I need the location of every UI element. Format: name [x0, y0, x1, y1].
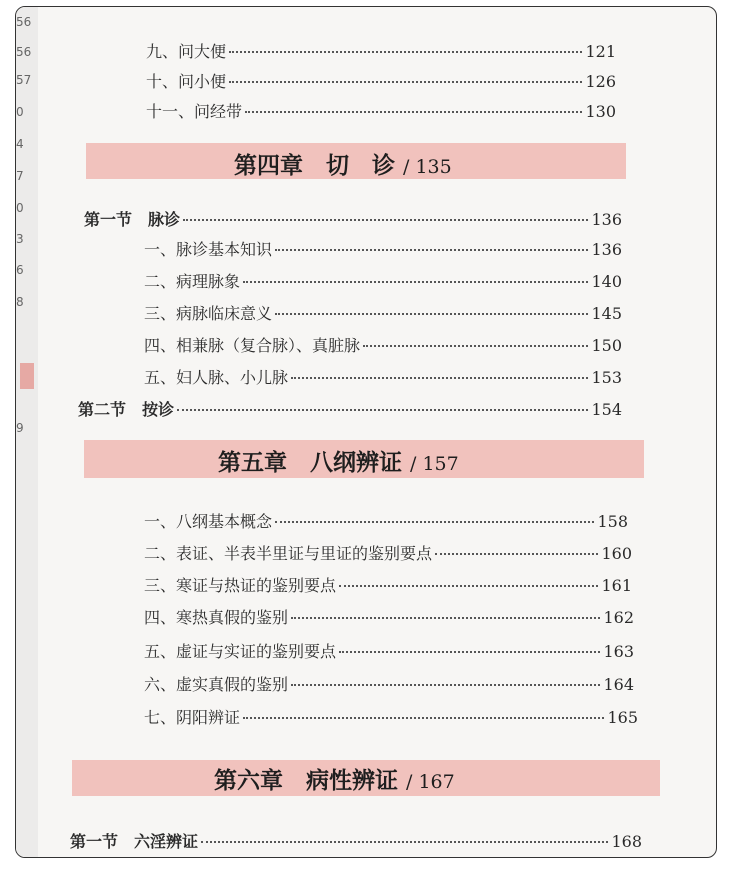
leader-dots: [177, 409, 588, 411]
toc-entry[interactable]: [144, 365, 622, 388]
toc-entry-label: 三、寒证与热证的鉴别要点: [144, 576, 337, 595]
toc-entry-label: 七、阴阳辨证: [144, 708, 241, 727]
toc-section-page: 154: [591, 400, 622, 419]
toc-section-page: 136: [591, 210, 622, 229]
toc-entry-page: 121: [585, 42, 616, 61]
edge-number: 57: [16, 73, 32, 87]
leader-dots: [229, 51, 582, 53]
book-page-photo: [15, 6, 717, 858]
leader-dots: [275, 313, 588, 315]
toc-entry-label: 二、表证、半表半里证与里证的鉴别要点: [144, 544, 433, 563]
toc-entry-page: 140: [591, 272, 622, 291]
toc-entry[interactable]: [144, 705, 638, 728]
toc-entry-page: 153: [591, 368, 622, 387]
toc-entry-page: 163: [603, 642, 634, 661]
edge-number: 56: [16, 15, 32, 29]
toc-section[interactable]: [70, 829, 642, 852]
leader-dots: [243, 281, 588, 283]
leader-dots: [275, 521, 594, 523]
toc-entry-page: 160: [601, 544, 632, 563]
chapter-page: / 135: [403, 156, 452, 178]
leader-dots: [243, 717, 604, 719]
toc-entry[interactable]: [144, 269, 622, 292]
toc-entry[interactable]: [144, 573, 632, 596]
toc-section[interactable]: [84, 207, 622, 230]
leader-dots: [291, 684, 600, 686]
toc-entry-label: 一、脉诊基本知识: [144, 240, 273, 259]
toc-entry-label: 十、问小便: [146, 72, 227, 91]
leader-dots: [201, 841, 608, 843]
toc-entry[interactable]: [144, 672, 634, 695]
leader-dots: [435, 553, 598, 555]
toc-entry-label: 四、寒热真假的鉴别: [144, 608, 289, 627]
toc-entry-label: 一、八纲基本概念: [144, 512, 273, 531]
toc-entry-label: 三、病脉临床意义: [144, 304, 273, 323]
edge-number: 0: [16, 201, 24, 215]
chapter-title: 第五章 八纲辨证: [218, 450, 402, 476]
toc-entry-label: 四、相兼脉（复合脉）、真脏脉: [144, 336, 361, 355]
edge-number: 9: [16, 421, 24, 435]
toc-entry[interactable]: [144, 237, 622, 260]
edge-color-mark: [20, 363, 34, 389]
toc-entry[interactable]: [146, 99, 616, 122]
adjacent-page-edge: [16, 7, 38, 857]
toc-entry-label: 五、虚证与实证的鉴别要点: [144, 642, 337, 661]
edge-number: 7: [16, 169, 24, 183]
toc-section-page: 168: [611, 832, 642, 851]
chapter-heading[interactable]: [214, 762, 455, 795]
edge-number: 3: [16, 232, 24, 246]
leader-dots: [229, 81, 582, 83]
leader-dots: [339, 651, 600, 653]
toc-entry-label: 五、妇人脉、小儿脉: [144, 368, 289, 387]
leader-dots: [291, 617, 600, 619]
toc-entry-page: 162: [603, 608, 634, 627]
toc-entry-page: 136: [591, 240, 622, 259]
toc-entry[interactable]: [144, 509, 628, 532]
edge-number: 4: [16, 137, 24, 151]
chapter-title: 第四章 切 诊: [234, 153, 395, 179]
toc-entry-page: 126: [585, 72, 616, 91]
toc-entry[interactable]: [144, 301, 622, 324]
leader-dots: [291, 377, 588, 379]
toc-entry[interactable]: [144, 333, 622, 356]
toc-section[interactable]: [78, 397, 622, 420]
toc-entry-label: 六、虚实真假的鉴别: [144, 675, 289, 694]
toc-entry[interactable]: [144, 541, 632, 564]
toc-entry-page: 165: [607, 708, 638, 727]
chapter-page: / 167: [406, 771, 455, 793]
chapter-title: 第六章 病性辨证: [214, 768, 398, 794]
toc-section-label: 第二节 按诊: [78, 400, 175, 419]
toc-entry-page: 130: [585, 102, 616, 121]
leader-dots: [339, 585, 598, 587]
toc-entry-label: 九、问大便: [146, 42, 227, 61]
edge-number: 6: [16, 263, 24, 277]
leader-dots: [245, 111, 582, 113]
toc-entry[interactable]: [144, 605, 634, 628]
toc-entry[interactable]: [146, 69, 616, 92]
toc-entry-page: 158: [597, 512, 628, 531]
toc-entry-page: 145: [591, 304, 622, 323]
toc-entry-label: 十一、问经带: [146, 102, 243, 121]
chapter-heading[interactable]: [218, 444, 459, 477]
toc-entry-page: 164: [603, 675, 634, 694]
edge-number: 8: [16, 295, 24, 309]
toc-entry-page: 161: [601, 576, 632, 595]
chapter-heading[interactable]: [234, 147, 452, 180]
toc-entry[interactable]: [146, 39, 616, 62]
toc-section-label: 第一节 六淫辨证: [70, 832, 199, 851]
leader-dots: [363, 345, 588, 347]
leader-dots: [183, 219, 588, 221]
edge-number: 56: [16, 45, 32, 59]
toc-section-label: 第一节 脉诊: [84, 210, 181, 229]
toc-entry-page: 150: [591, 336, 622, 355]
toc-entry[interactable]: [144, 639, 634, 662]
leader-dots: [275, 249, 588, 251]
toc-entry-label: 二、病理脉象: [144, 272, 241, 291]
chapter-page: / 157: [410, 453, 459, 475]
edge-number: 0: [16, 105, 24, 119]
